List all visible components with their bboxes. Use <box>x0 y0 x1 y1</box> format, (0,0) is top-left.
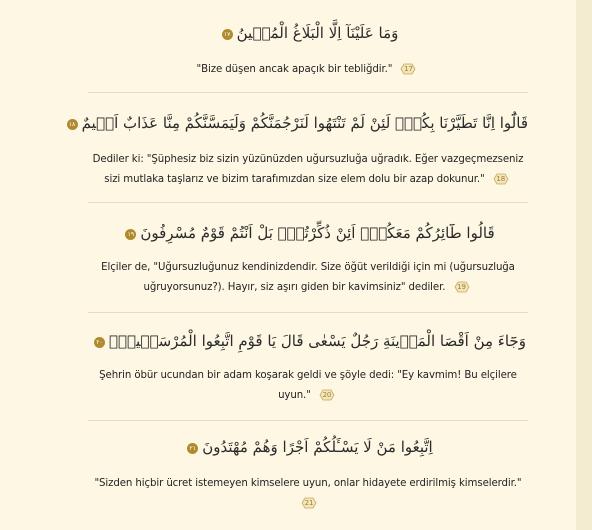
arabic-text <box>88 438 528 456</box>
arabic-text <box>68 114 528 132</box>
verse-number: 17 <box>404 65 413 73</box>
verse-number-badge[interactable] <box>316 388 338 402</box>
verse-number: 20 <box>322 391 332 399</box>
arabic-text <box>88 24 528 42</box>
translation-text <box>88 60 528 80</box>
arabic-text <box>88 224 528 242</box>
translation-line: Dediler ki: "Şüphesiz biz sizin yüzünüzden uğursuzluğa uğradık. Eğer vazgeçmezseniz <box>92 154 524 165</box>
translation-line: Şehrin öbür ucundan bir adam koşarak geldi ve şöyle dedi: "Ey kavmim! Bu elçilere <box>99 370 517 381</box>
verse-number-badge[interactable] <box>397 62 419 76</box>
arabic-text <box>88 332 528 350</box>
scrollbar-track[interactable] <box>576 0 592 530</box>
verse-card-19 <box>88 202 528 312</box>
arabic-verse-text: اِتَّبِعُوا مَنْ لَا يَسْـَٔلُكُمْ اَجْرًا وَهُمْ مُهْتَدُونَ <box>202 438 433 456</box>
verse-card-17 <box>88 0 528 86</box>
translation-line: "Sizden hiçbir ücret istemeyen kimselere uyun, onlar hidayete erdirilmiş kimselerdir." <box>94 478 522 489</box>
translation-text <box>88 474 528 514</box>
translation-line: Elçiler de, "Uğursuzluğunuz kendinizdendir. Size öğüt verildiği için mi (uğursuzluğa <box>101 262 515 273</box>
translation-text <box>88 258 528 298</box>
translation-text <box>88 150 528 190</box>
ayah-end-marker-icon: ٢١ <box>187 443 198 454</box>
verse-number-badge[interactable] <box>298 496 320 510</box>
verse-number: 18 <box>496 175 506 183</box>
translation-line: uyun." <box>278 390 311 401</box>
ayah-end-marker-icon: ١٨ <box>67 119 78 130</box>
verse-number: 19 <box>457 283 466 291</box>
ayah-end-marker-icon: ١٩ <box>125 229 136 240</box>
arabic-verse-text: قَالُوا طَٓائِرُكُمْ مَعَكُمْۜ اَئِنْ ذُكِّرْتُمْۜ بَلْ اَنْتُمْ قَوْمٌ مُسْرِفُونَ <box>140 224 495 242</box>
arabic-verse-text: وَجَٓاءَ مِنْ اَقْصَا الْمَد۪ينَةِ رَجُلٌ يَسْعٰى قَالَ يَا قَوْمِ اتَّبِعُوا الْمُرْسَل۪ينَۙ <box>109 332 526 350</box>
verse-number-badge[interactable] <box>490 172 512 186</box>
translation-line: uğruyorsunuz?). Hayır, siz aşırı giden bir kavimsiniz" dediler. <box>143 282 446 293</box>
translation-line: "Bize düşen ancak apaçık bir tebliğdir." <box>196 64 393 75</box>
verse-card-21 <box>88 420 528 530</box>
ayah-end-marker-icon: ٢٠ <box>94 337 105 348</box>
verse-card-18 <box>68 92 528 202</box>
translation-line: sizi mutlaka taşlarız ve bizim tarafımızdan size elem dolu bir azap dokunur." <box>104 174 485 185</box>
arabic-verse-text: وَمَا عَلَيْنَآ اِلَّا الْبَلَاغُ الْمُب۪ينُ <box>236 24 399 42</box>
verse-number-badge[interactable] <box>451 280 473 294</box>
arabic-verse-text: قَالُٓوا اِنَّا تَطَيَّرْنَا بِكُمْۚ لَئِنْ لَمْ تَنْتَهُوا لَنَرْجُمَنَّكُمْ وَلَيَمَسَّنَّكُمْ مِنَّا عَذَابٌ اَل۪يمٌ <box>81 114 528 132</box>
verse-card-20 <box>88 312 528 420</box>
verse-number: 21 <box>304 499 314 507</box>
ayah-end-marker-icon: ١٧ <box>222 29 233 40</box>
translation-text <box>88 366 528 406</box>
